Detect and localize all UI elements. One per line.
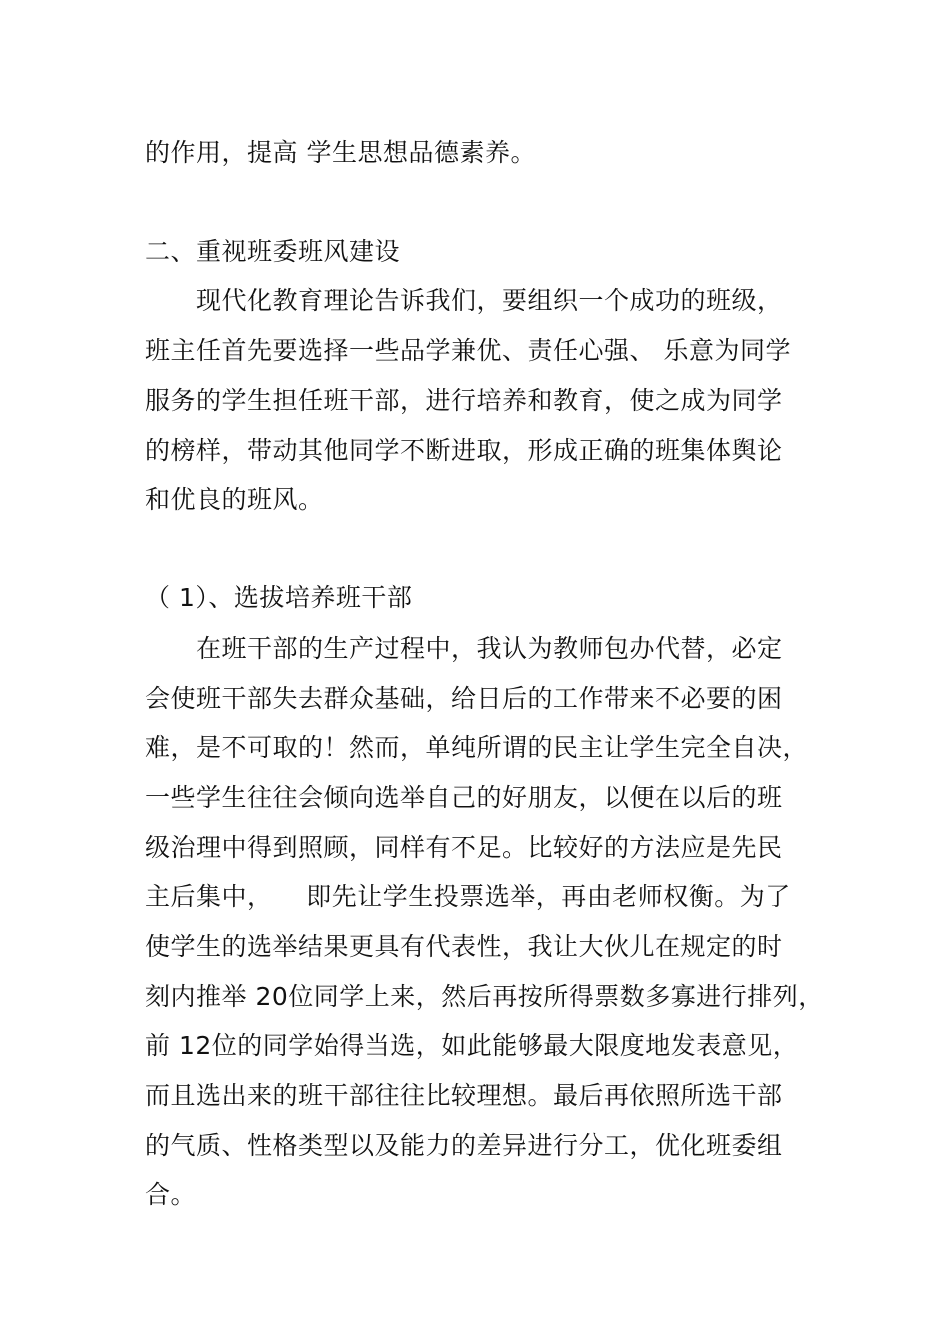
- paragraph-line: 会使班干部失去群众基础，给日后的工作带来不必要的困: [145, 684, 783, 713]
- paragraph-line: 在班干部的生产过程中，我认为教师包办代替，必定: [196, 634, 783, 663]
- paragraph-line: 一些学生往往会倾向选举自己的好朋友，以便在以后的班: [145, 783, 783, 812]
- paragraph-line: 现代化教育理论告诉我们，要组织一个成功的班级，: [196, 286, 783, 315]
- paragraph-line: 使学生的选举结果更具有代表性，我让大伙儿在规定的时: [145, 932, 783, 961]
- intro-tail-line: 的作用，提高 学生思想品德素养。: [145, 138, 536, 167]
- section-heading: 二、重视班委班风建设: [145, 237, 401, 266]
- paragraph-line: 级治理中得到照顾，同样有不足。比较好的方法应是先民: [145, 833, 783, 862]
- subsection-heading: （ 1）、选拔培养班干部: [145, 583, 413, 612]
- paragraph-line: 而且选出来的班干部往往比较理想。最后再依照所选干部: [145, 1081, 783, 1110]
- paragraph-line: 服务的学生担任班干部，进行培养和教育，使之成为同学: [145, 386, 783, 415]
- paragraph-line: 合。: [145, 1180, 197, 1209]
- paragraph-line: 刻内推举 20位同学上来，然后再按所得票数多寡进行排列，: [145, 982, 824, 1011]
- paragraph-line: 主后集中， 即先让学生投票选举，再由老师权衡。为了: [145, 882, 791, 911]
- paragraph-line: 难，是不可取的！然而，单纯所谓的民主让学生完全自决，: [145, 733, 809, 762]
- paragraph-line: 的榜样，带动其他同学不断进取，形成正确的班集体舆论: [145, 436, 783, 465]
- paragraph-line: 的气质、性格类型以及能力的差异进行分工，优化班委组: [145, 1131, 783, 1160]
- paragraph-line: 班主任首先要选择一些品学兼优、责任心强、 乐意为同学: [145, 336, 791, 365]
- paragraph-line: 和优良的班风。: [145, 485, 324, 514]
- paragraph-line: 前 12位的同学始得当选，如此能够最大限度地发表意见，: [145, 1031, 799, 1060]
